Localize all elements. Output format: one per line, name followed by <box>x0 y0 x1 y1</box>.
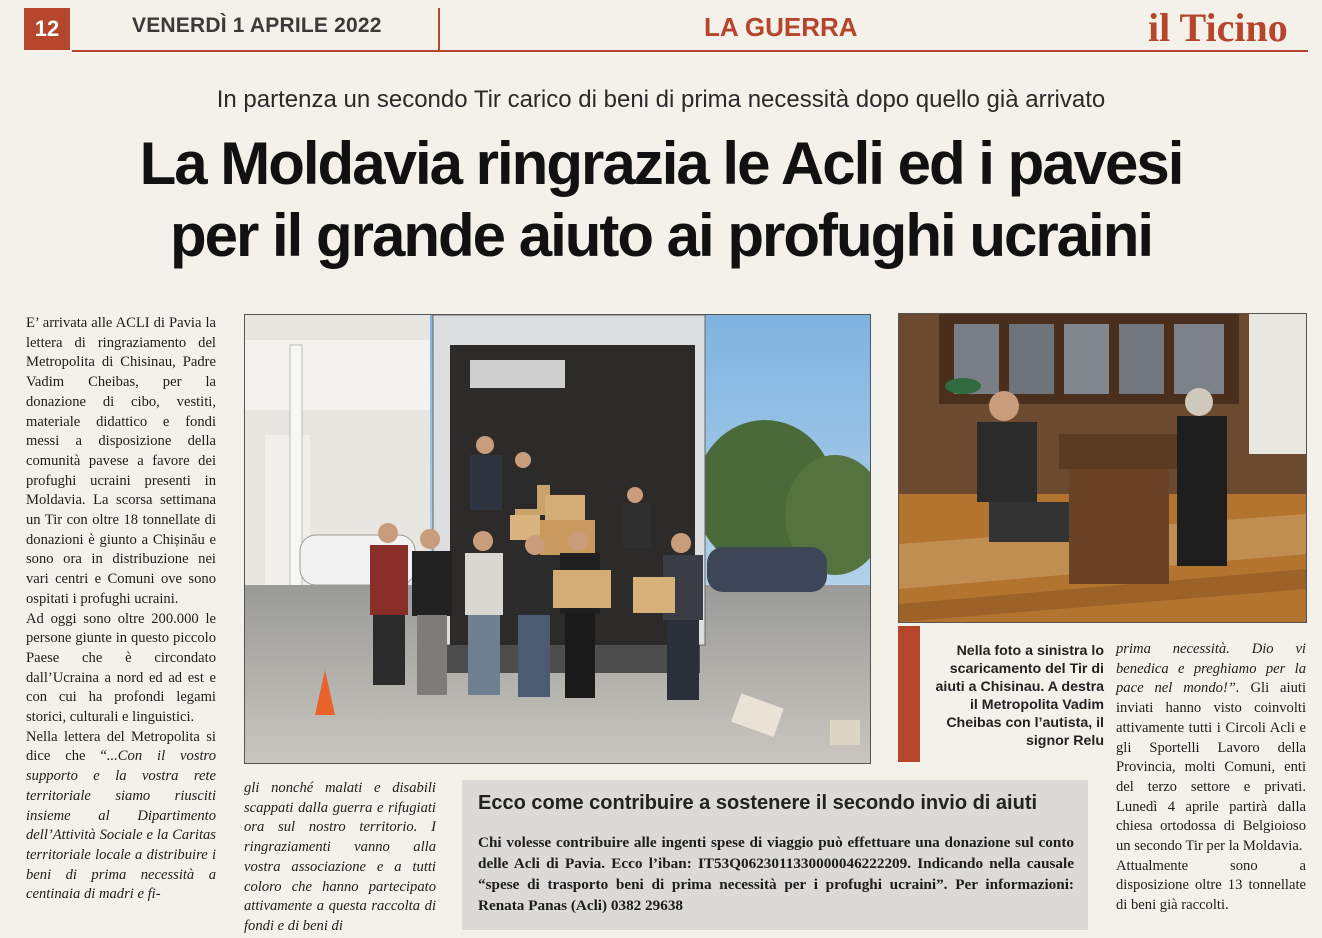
caption-accent-bar <box>898 626 920 762</box>
metropolitan-meeting-photo <box>898 313 1307 623</box>
paragraph <box>1116 640 1306 857</box>
article-column-2 <box>244 779 436 937</box>
donation-box-title: Ecco come contribuire a sostenere il secondo invio di aiuti <box>478 792 1038 814</box>
header-rule <box>72 50 1308 52</box>
article-kicker: In partenza un secondo Tir carico di beni di prima necessità dopo quello già arrivato <box>216 86 1106 113</box>
metropolitan-quote: ...Con il vostro supporto e la vostra rete territoriale siamo riusciti insieme al Dipartimento dell’Attività Sociale e la Caritas territoriale locale a distribuire i beni di prima necessità a centinaia di madri e fi- <box>26 748 216 903</box>
paragraph: gli nonché malati e disabili scappati dalla guerra e rifugiati ora sul nostro territorio. I ringraziamenti vanno alla vostra associazione e a tutti coloro che hanno partecipato attivamente a questa raccolta di fondi e di beni di <box>244 780 436 934</box>
paragraph <box>26 728 216 905</box>
photo-caption: Nella foto a sinistra lo scaricamento del Tir di aiuti a Chisinau. A destra il Metropolita Vadim Cheibas con l’autista, il signor Relu <box>935 643 1104 749</box>
headline-line-1: La Moldavia ringrazia le Acli ed i pavesi <box>139 130 1183 197</box>
paragraph: Attualmente sono a disposizione oltre 13 tonnellate di beni già raccolti. <box>1116 857 1306 914</box>
header-divider <box>438 8 440 50</box>
paragraph-body: Gli aiuti inviati hanno visto coinvolti attivamente tutti i Circoli Acli e gli Sportelli Lavoro della Provincia, molti Comuni, enti del terzo settore e privati. Lunedì 4 aprile partirà dalla chiesa ortodossa di Belgioioso un secondo Tir per la Moldavia. <box>1116 680 1307 855</box>
section-label: LA GUERRA <box>704 12 858 42</box>
article-column-4 <box>1116 640 1306 916</box>
paragraph-lead: Nella lettera del Metropolita si dice che “ <box>26 728 216 765</box>
paragraph: Ad oggi sono oltre 200.000 le persone giunte in questo piccolo Paese che è circondato dall’Ucraina a nord ed ad est e con cui ha profondi legami storici, culturali e linguistici. <box>26 610 216 726</box>
truck-unloading-photo <box>244 314 871 764</box>
masthead-logo: il Ticino <box>1148 5 1288 50</box>
issue-date: VENERDÌ 1 APRILE 2022 <box>132 14 382 37</box>
article-headline <box>0 128 1322 272</box>
paragraph: E’ arrivata alle ACLI di Pavia la lettera di ringraziamento del Metropolita di Chisinau, Padre Vadim Cheibas, per la donazione di cibo, vestiti, materiale didattico e fondi messi a disposizione della comunità pavese a favore dei profughi ucraini presenti in Moldavia. La scorsa settimana un Tir con oltre 18 tonnellate di donazioni è giunto a Chișinău e sono ora in distribuzione nei vari centri e Comuni ove sono ospitati i profughi ucraini. <box>26 315 216 607</box>
page-number: 12 <box>24 8 70 50</box>
headline-line-2: per il grande aiuto ai profughi ucraini <box>169 202 1153 269</box>
blessing-quote: prima necessità. Dio vi benedica e preghiamo per la pace nel mondo!”. <box>1116 641 1306 697</box>
article-column-1 <box>26 314 216 905</box>
donation-box-text: Chi volesse contribuire alle ingenti spese di viaggio può effettuare una donazione sul conto delle Acli di Pavia. Ecco l’iban: IT53Q0623011330000046222209. Indicando nella causale “spese di trasporto beni di prima necessità per i profughi ucraini”. Per informazioni: Renata Panas (Acli) 0382 29638 <box>478 834 1074 914</box>
